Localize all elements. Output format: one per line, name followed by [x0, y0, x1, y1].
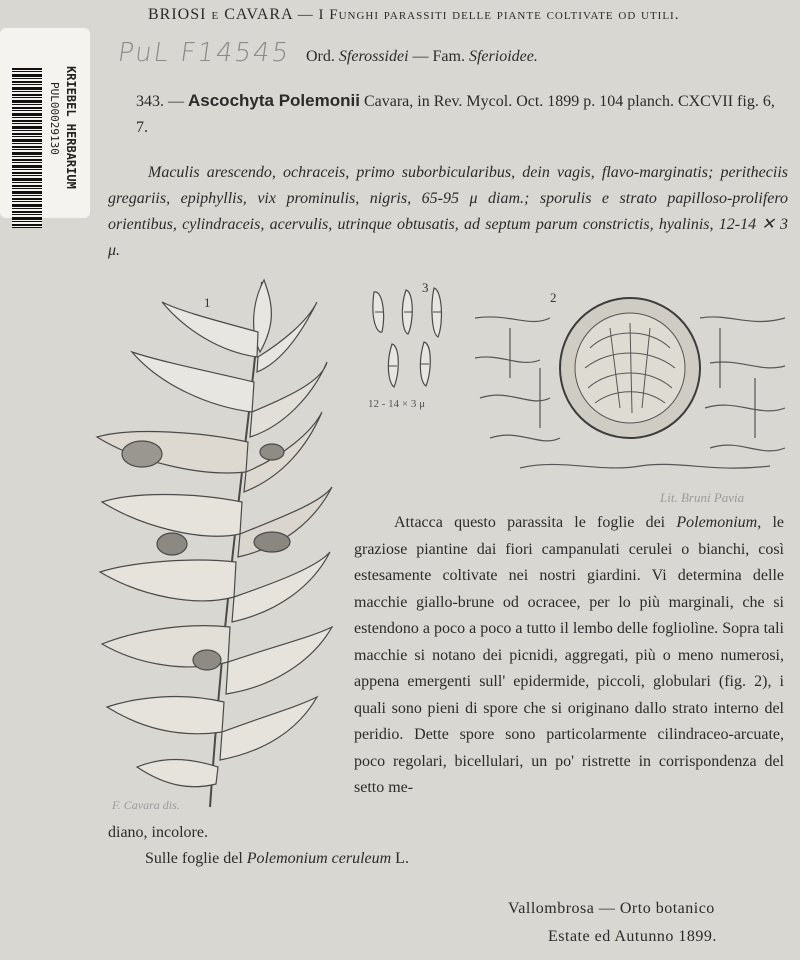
- running-head-title: — I Funghi parassiti delle piante coltivate od utili.: [297, 7, 680, 23]
- latin-diagnosis: Maculis arescendo, ochraceis, primo suborbicularibus, dein vagis, flavo-marginatis; peritheciis gregariis, epiphyllis, vix prominulis, nigris, 65-95 μ diam.; sporulis e strato papilloso-prolifero orientibus, cylindraceis, acervulis, utrinque obtusatis, ad septum parum constrictis, hyalinis, 12-14 ✕ 3 μ.: [108, 164, 788, 259]
- order-name: Sferossidei: [338, 48, 409, 65]
- italian-description: [354, 510, 784, 802]
- order-family-line: [306, 48, 538, 66]
- collection-season: Estate ed Autunno 1899.: [548, 928, 717, 945]
- handwritten-accession: PuL F14545: [115, 38, 293, 68]
- species-heading: [136, 88, 786, 141]
- family-name: Sferioidee.: [468, 48, 538, 65]
- specimen-code: PUL00029130: [48, 82, 61, 155]
- lithographer-signature: Lit. Bruni Pavia: [660, 490, 745, 505]
- running-head-and: e: [211, 7, 220, 23]
- description-genus: Polemonium: [676, 514, 758, 531]
- herbarium-barcode-label: [0, 28, 90, 218]
- host-prefix: Sulle foglie del: [145, 850, 243, 867]
- collection-locality: Vallombrosa — Orto botanico: [508, 900, 715, 917]
- herbarium-name: KRIEBEL HERBARIUM: [64, 66, 78, 189]
- figure-3-number: 3: [422, 282, 429, 295]
- host-line: [145, 850, 409, 868]
- order-dash: —: [412, 48, 429, 65]
- description-tail: diano, incolore.: [108, 824, 208, 841]
- spore-scale-caption: 12 - 14 × 3 μ: [368, 398, 426, 410]
- description-text-before: Attacca questo parassita le foglie dei: [394, 514, 677, 531]
- barcode: [12, 68, 42, 228]
- figure-2-number: 2: [550, 290, 557, 305]
- species-citation: Cavara, in Rev. Mycol. Oct. 1899 p. 104 planch. CXCVII fig. 6, 7.: [136, 93, 775, 136]
- host-author: L.: [395, 850, 409, 867]
- host-species: Polemonium ceruleum: [246, 850, 392, 867]
- order-label: Ord.: [306, 48, 335, 65]
- figure-2-pycnidium-section: [470, 288, 790, 478]
- species-number: 343. —: [136, 93, 184, 110]
- running-head-author-2: CAVARA: [224, 6, 293, 23]
- running-head-author-1: BRIOSI: [148, 6, 207, 23]
- species-name: Ascochyta Polemonii: [188, 91, 360, 110]
- figure-1-number: 1: [204, 295, 211, 310]
- running-head: [148, 6, 679, 24]
- family-label: Fam.: [432, 48, 465, 65]
- description-text-after: , le graziose piantine dai fiori campanulati cerulei o bianchi, così estesamente coltivate nei nostri giardini. Vi determina delle macchie giallo-brune od ocracee, per lo più marginali, che si estendono a poco a poco a tutto il lembo delle fogliolìne. Sopra tali macchie si notano dei picnidi, aggregati, più o meno numerosi, appena emergenti sull' epidermide, piccoli, globulari (fig. 2), i quali sono pieni di spore che si originano dallo strato interno del peridio. Dette spore sono particolarmente cilindraceo-arcuate, poco regolari, bicellulari, un po' ristrette in corrispondenza del setto me-: [354, 514, 785, 796]
- artist-signature: F. Cavara dis.: [112, 798, 180, 812]
- figure-1-branch-illustration: [92, 262, 342, 822]
